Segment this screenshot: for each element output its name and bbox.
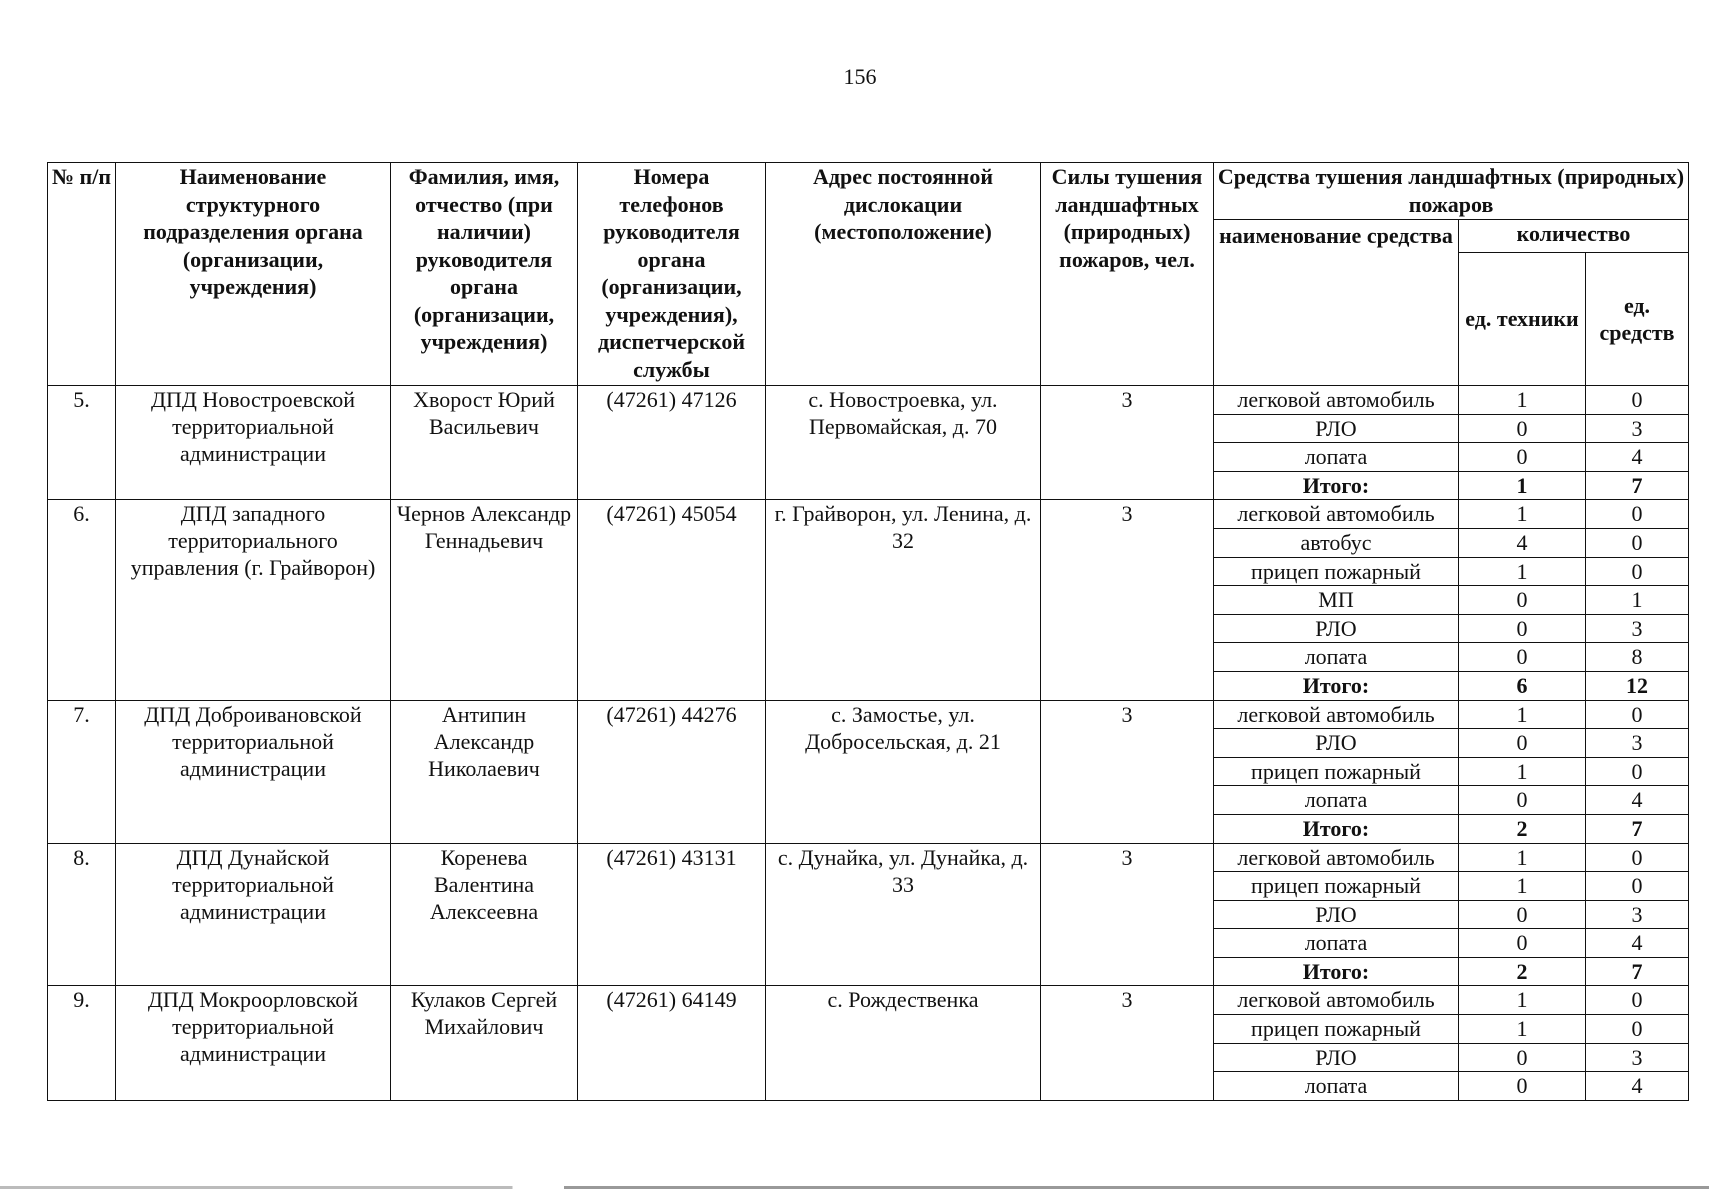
row-head-name: Чернов Александр Геннадьевич xyxy=(391,500,578,700)
qty-tech-cell: 0 xyxy=(1459,1043,1586,1072)
row-address: с. Замостье, ул. Добросельская, д. 21 xyxy=(766,700,1041,843)
qty-means-cell: 0 xyxy=(1586,757,1689,786)
qty-means-cell: 3 xyxy=(1586,729,1689,758)
equipment-name: лопата xyxy=(1214,443,1459,472)
equipment-name: РЛО xyxy=(1214,729,1459,758)
table-header xyxy=(48,163,1689,386)
qty-tech-cell: 1 xyxy=(1459,700,1586,729)
qty-means-cell: 3 xyxy=(1586,1043,1689,1072)
equipment-name: прицеп пожарный xyxy=(1214,1015,1459,1044)
qty-means-cell: 3 xyxy=(1586,414,1689,443)
total-label: Итого: xyxy=(1214,471,1459,500)
qty-means-cell: 0 xyxy=(1586,528,1689,557)
table-row xyxy=(48,500,1689,529)
qty-means-cell: 1 xyxy=(1586,586,1689,615)
qty-tech-cell: 1 xyxy=(1459,557,1586,586)
equipment-name: лопата xyxy=(1214,786,1459,815)
qty-means-cell: 8 xyxy=(1586,643,1689,672)
table-row xyxy=(48,843,1689,872)
qty-tech-cell: 0 xyxy=(1459,1072,1586,1101)
qty-tech-cell: 6 xyxy=(1459,671,1586,700)
equipment-name: легковой автомобиль xyxy=(1214,386,1459,415)
qty-tech-cell: 1 xyxy=(1459,843,1586,872)
row-address: с. Дунайка, ул. Дунайка, д. 33 xyxy=(766,843,1041,986)
qty-means-cell: 4 xyxy=(1586,1072,1689,1101)
row-forces: 3 xyxy=(1041,843,1214,986)
row-head-name: Кулаков Сергей Михайлович xyxy=(391,986,578,1100)
row-head-name: Хворост Юрий Васильевич xyxy=(391,386,578,500)
row-phone: (47261) 44276 xyxy=(578,700,766,843)
qty-tech-cell: 0 xyxy=(1459,900,1586,929)
qty-tech-cell: 2 xyxy=(1459,957,1586,986)
equipment-name: легковой автомобиль xyxy=(1214,700,1459,729)
qty-tech-cell: 0 xyxy=(1459,443,1586,472)
total-label: Итого: xyxy=(1214,957,1459,986)
header-head: Фамилия, имя, отчество (при наличии) руководителя органа (организации, учреждения) xyxy=(391,163,578,386)
row-forces: 3 xyxy=(1041,700,1214,843)
row-phone: (47261) 45054 xyxy=(578,500,766,700)
row-unit-name: ДПД Доброивановской территориальной администрации xyxy=(116,700,391,843)
total-label: Итого: xyxy=(1214,814,1459,843)
header-address: Адрес постоянной дислокации (местоположение) xyxy=(766,163,1041,386)
qty-means-cell: 0 xyxy=(1586,986,1689,1015)
header-qty-tech: ед. техники xyxy=(1459,253,1586,386)
row-address: с. Новостроевка, ул. Первомайская, д. 70 xyxy=(766,386,1041,500)
header-num: № п/п xyxy=(48,163,116,386)
row-phone: (47261) 64149 xyxy=(578,986,766,1100)
equipment-name: автобус xyxy=(1214,528,1459,557)
qty-means-cell: 7 xyxy=(1586,471,1689,500)
equipment-name: лопата xyxy=(1214,929,1459,958)
row-num: 8. xyxy=(48,843,116,986)
equipment-name: лопата xyxy=(1214,1072,1459,1101)
qty-means-cell: 0 xyxy=(1586,872,1689,901)
qty-means-cell: 0 xyxy=(1586,386,1689,415)
qty-means-cell: 0 xyxy=(1586,557,1689,586)
qty-means-cell: 0 xyxy=(1586,500,1689,529)
qty-tech-cell: 1 xyxy=(1459,757,1586,786)
equipment-name: легковой автомобиль xyxy=(1214,500,1459,529)
header-means: Средства тушения ландшафтных (природных) пожаров xyxy=(1214,163,1689,220)
equipment-name: легковой автомобиль xyxy=(1214,986,1459,1015)
page-number: 156 xyxy=(843,64,877,89)
header-means-name: наименование средства xyxy=(1214,220,1459,386)
qty-means-cell: 0 xyxy=(1586,1015,1689,1044)
qty-tech-cell: 1 xyxy=(1459,500,1586,529)
qty-tech-cell: 1 xyxy=(1459,872,1586,901)
equipment-name: МП xyxy=(1214,586,1459,615)
row-unit-name: ДПД западного территориального управления (г. Грайворон) xyxy=(116,500,391,700)
table-row xyxy=(48,386,1689,415)
row-num: 7. xyxy=(48,700,116,843)
qty-tech-cell: 2 xyxy=(1459,814,1586,843)
page-bottom-rule xyxy=(0,1186,1709,1189)
qty-means-cell: 3 xyxy=(1586,614,1689,643)
qty-means-cell: 4 xyxy=(1586,443,1689,472)
row-unit-name: ДПД Мокроорловской территориальной администрации xyxy=(116,986,391,1100)
table-row xyxy=(48,700,1689,729)
row-num: 5. xyxy=(48,386,116,500)
qty-tech-cell: 0 xyxy=(1459,643,1586,672)
equipment-name: прицеп пожарный xyxy=(1214,757,1459,786)
total-label: Итого: xyxy=(1214,671,1459,700)
header-unit: Наименование структурного подразделения органа (организации, учреждения) xyxy=(116,163,391,386)
qty-tech-cell: 0 xyxy=(1459,729,1586,758)
qty-tech-cell: 1 xyxy=(1459,386,1586,415)
header-quantity: количество xyxy=(1459,220,1689,253)
table-body xyxy=(48,386,1689,1101)
qty-tech-cell: 0 xyxy=(1459,614,1586,643)
row-num: 9. xyxy=(48,986,116,1100)
row-num: 6. xyxy=(48,500,116,700)
qty-means-cell: 3 xyxy=(1586,900,1689,929)
row-forces: 3 xyxy=(1041,500,1214,700)
row-phone: (47261) 43131 xyxy=(578,843,766,986)
equipment-name: легковой автомобиль xyxy=(1214,843,1459,872)
row-forces: 3 xyxy=(1041,986,1214,1100)
fire-resources-table xyxy=(47,162,1689,1101)
row-unit-name: ДПД Дунайской территориальной администрации xyxy=(116,843,391,986)
equipment-name: прицеп пожарный xyxy=(1214,872,1459,901)
equipment-name: РЛО xyxy=(1214,414,1459,443)
row-forces: 3 xyxy=(1041,386,1214,500)
qty-tech-cell: 0 xyxy=(1459,586,1586,615)
header-forces: Силы тушения ландшафтных (природных) пожаров, чел. xyxy=(1041,163,1214,386)
header-qty-means: ед. средств xyxy=(1586,253,1689,386)
qty-tech-cell: 0 xyxy=(1459,414,1586,443)
table-row xyxy=(48,986,1689,1015)
qty-tech-cell: 1 xyxy=(1459,471,1586,500)
row-address: с. Рождественка xyxy=(766,986,1041,1100)
equipment-name: РЛО xyxy=(1214,900,1459,929)
row-phone: (47261) 47126 xyxy=(578,386,766,500)
qty-means-cell: 4 xyxy=(1586,929,1689,958)
qty-means-cell: 7 xyxy=(1586,814,1689,843)
equipment-name: РЛО xyxy=(1214,1043,1459,1072)
row-head-name: Антипин Александр Николаевич xyxy=(391,700,578,843)
qty-tech-cell: 1 xyxy=(1459,986,1586,1015)
equipment-name: прицеп пожарный xyxy=(1214,557,1459,586)
qty-means-cell: 0 xyxy=(1586,700,1689,729)
row-head-name: Коренева Валентина Алексеевна xyxy=(391,843,578,986)
row-unit-name: ДПД Новостроевской территориальной администрации xyxy=(116,386,391,500)
row-address: г. Грайворон, ул. Ленина, д. 32 xyxy=(766,500,1041,700)
qty-tech-cell: 1 xyxy=(1459,1015,1586,1044)
equipment-name: лопата xyxy=(1214,643,1459,672)
qty-tech-cell: 0 xyxy=(1459,929,1586,958)
qty-means-cell: 7 xyxy=(1586,957,1689,986)
qty-tech-cell: 0 xyxy=(1459,786,1586,815)
equipment-name: РЛО xyxy=(1214,614,1459,643)
qty-means-cell: 0 xyxy=(1586,843,1689,872)
header-phones: Номера телефонов руководителя органа (организации, учреждения), диспетчерской службы xyxy=(578,163,766,386)
qty-means-cell: 12 xyxy=(1586,671,1689,700)
qty-means-cell: 4 xyxy=(1586,786,1689,815)
qty-tech-cell: 4 xyxy=(1459,528,1586,557)
